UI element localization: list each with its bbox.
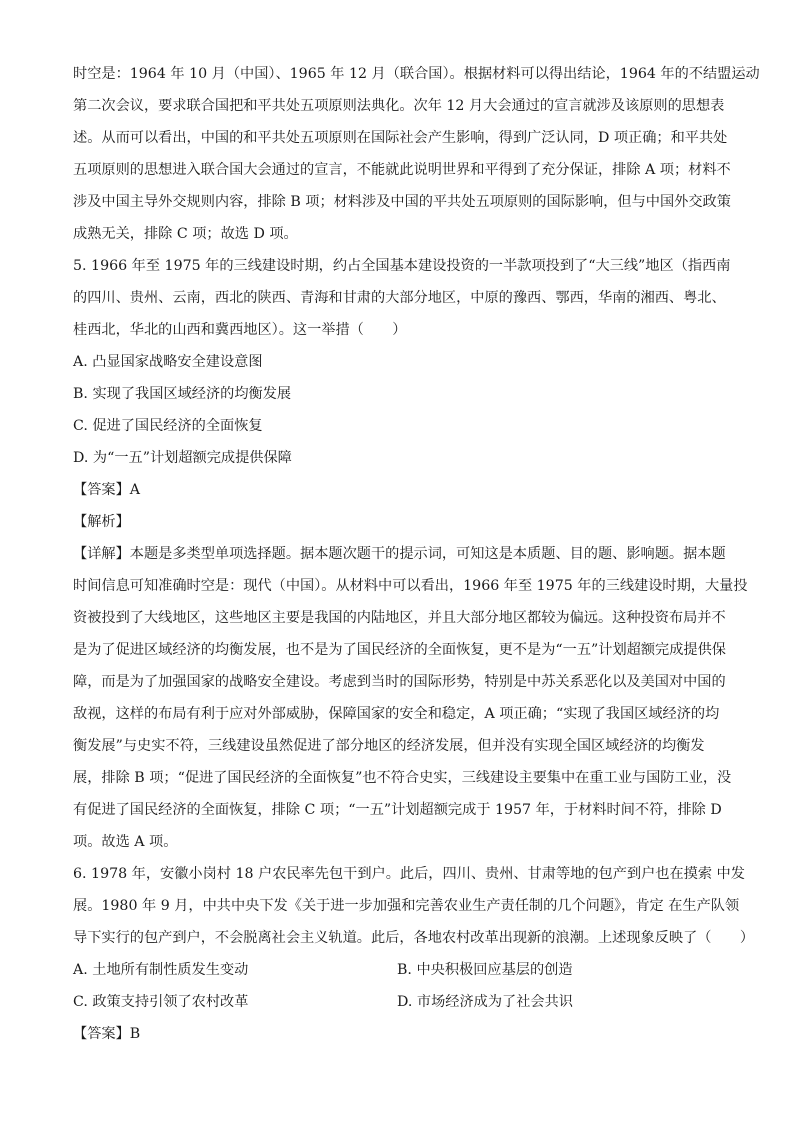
q5-option-a: A. 凸显国家战略安全建设意图 xyxy=(73,354,263,370)
q5-detail-line-3: 资被投到了大线地区，这些地区主要是我国的内陆地区，并且大部分地区都较为偏远。这种投资布局并不 xyxy=(73,610,726,626)
q5-stem-line-3: 桂西北，华北的山西和冀西地区）。这一举措（ ） xyxy=(73,322,407,338)
q6-option-b: B. 中央积极回应基层的创造 xyxy=(397,962,573,978)
intro-line-1: 时空是：1964 年 10 月（中国）、1965 年 12 月（联合国）。根据材料可以得出结论，1964 年的不结盟运动 xyxy=(73,66,760,82)
intro-line-2: 第二次会议，要求联合国把和平共处五项原则法典化。次年 12 月大会通过的宣言就涉及该原则的思想表 xyxy=(73,98,725,114)
q5-detail-line-5: 障，而是为了加强国家的战略安全建设。考虑到当时的国际形势，特别是中苏关系恶化以及美国对中国的 xyxy=(73,674,726,690)
q6-stem-line-1: 6. 1978 年，安徽小岗村 18 户农民率先包干到户。此后，四川、贵州、甘肃等地的包产到户也在摸索 中发 xyxy=(73,866,745,882)
q5-detail-line-7: 衡发展”与史实不符，三线建设虽然促进了部分地区的经济发展，但并没有实现全国区域经济的均衡发 xyxy=(73,738,705,754)
q5-detail-line-1: 【详解】本题是多类型单项选择题。据本题次题干的提示词，可知这是本质题、目的题、影响题。据本题 xyxy=(73,546,726,562)
q5-option-c: C. 促进了国民经济的全面恢复 xyxy=(73,418,263,434)
intro-line-5: 涉及中国主导外交规则内容，排除 B 项；材料涉及中国的平共处五项原则的国际影响，但与中国外交政策 xyxy=(73,194,731,210)
q5-option-d: D. 为“一五”计划超额完成提供保障 xyxy=(73,450,292,466)
q5-detail-line-9: 有促进了国民经济的全面恢复，排除 C 项；“一五”计划超额完成于 1957 年，于材料时间不符，排除 D xyxy=(73,802,722,818)
q5-detail-line-10: 项。故选 A 项。 xyxy=(73,834,178,850)
q5-answer: 【答案】A xyxy=(73,482,140,498)
q5-option-b: B. 实现了我国区域经济的均衡发展 xyxy=(73,386,292,402)
intro-line-6: 成熟无关，排除 C 项；故选 D 项。 xyxy=(73,226,298,242)
q6-option-c: C. 政策支持引领了农村改革 xyxy=(73,994,249,1010)
q6-option-a: A. 土地所有制性质发生变动 xyxy=(73,962,249,978)
q5-analysis-label: 【解析】 xyxy=(73,514,130,530)
q6-stem-line-2: 展。1980 年 9 月，中共中央下发《关于进一步加强和完善农业生产责任制的几个问题》，肯定 在生产队领 xyxy=(73,898,740,914)
q6-answer: 【答案】B xyxy=(73,1026,141,1042)
q5-detail-line-2: 时间信息可知准确时空是：现代（中国）。从材料中可以看出，1966 年至 1975 年的三线建设时期，大量投 xyxy=(73,578,748,594)
q5-detail-line-6: 敌视，这样的布局有利于应对外部威胁，保障国家的安全和稳定，A 项正确；“实现了我国区域经济的均 xyxy=(73,706,720,722)
q5-stem-line-2: 的四川、贵州、云南，西北的陕西、青海和甘肃的大部分地区，中原的豫西、鄂西，华南的湘西、粤北、 xyxy=(73,290,726,306)
q5-stem-line-1: 5. 1966 年至 1975 年的三线建设时期，约占全国基本建设投资的一半款项投到了“大三线”地区（指西南 xyxy=(73,258,731,274)
q5-detail-line-4: 是为了促进区域经济的均衡发展，也不是为了国民经济的全面恢复，更不是为“一五”计划超额完成提供保 xyxy=(73,642,726,658)
q5-detail-line-8: 展，排除 B 项；“促进了国民经济的全面恢复”也不符合史实，三线建设主要集中在重工业与国防工业，没 xyxy=(73,770,732,786)
q6-stem-line-3: 导下实行的包产到户，不会脱离社会主义轨道。此后，各地农村改革出现新的浪潮。上述现象反映了（ ） xyxy=(73,930,755,946)
intro-line-3: 述。从而可以看出，中国的和平共处五项原则在国际社会产生影响，得到广泛认同，D 项正确；和平共处 xyxy=(73,130,728,146)
q6-option-d: D. 市场经济成为了社会共识 xyxy=(397,994,573,1010)
intro-line-4: 五项原则的思想进入联合国大会通过的宣言，不能就此说明世界和平得到了充分保证，排除 A 项；材料不 xyxy=(73,162,731,178)
